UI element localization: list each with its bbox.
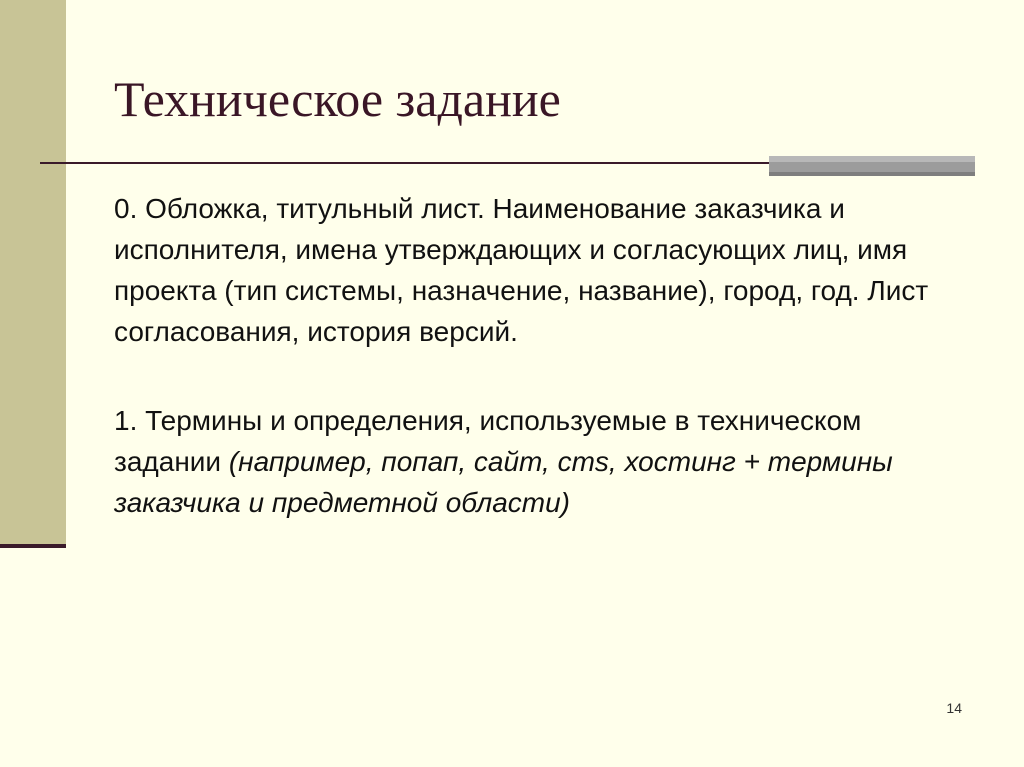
paragraph-terms-definitions (114, 400, 954, 523)
slide-number: 14 (946, 700, 962, 716)
left-bar-underline (0, 544, 66, 548)
slide-body (114, 188, 954, 523)
gray-accent-bar (769, 156, 975, 176)
paragraph-cover-page (114, 188, 954, 352)
paragraph-cover-page-text: 0. Обложка, титульный лист. Наименование заказчика и исполнителя, имена утверждающих и согласующих лиц, имя проекта (тип системы, назначение, название), город, год. Лист согласования, история версий. (114, 193, 929, 347)
paragraph-terms-examples: (например, попап, сайт, cms, хостинг + термины заказчика и предметной области) (114, 446, 893, 518)
title-divider-line (40, 162, 774, 164)
paragraph-terms-text: 1. Термины и определения, используемые в техническом задании (114, 405, 862, 477)
left-decorative-bar (0, 0, 66, 544)
slide-title: Техническое задание (114, 71, 561, 127)
